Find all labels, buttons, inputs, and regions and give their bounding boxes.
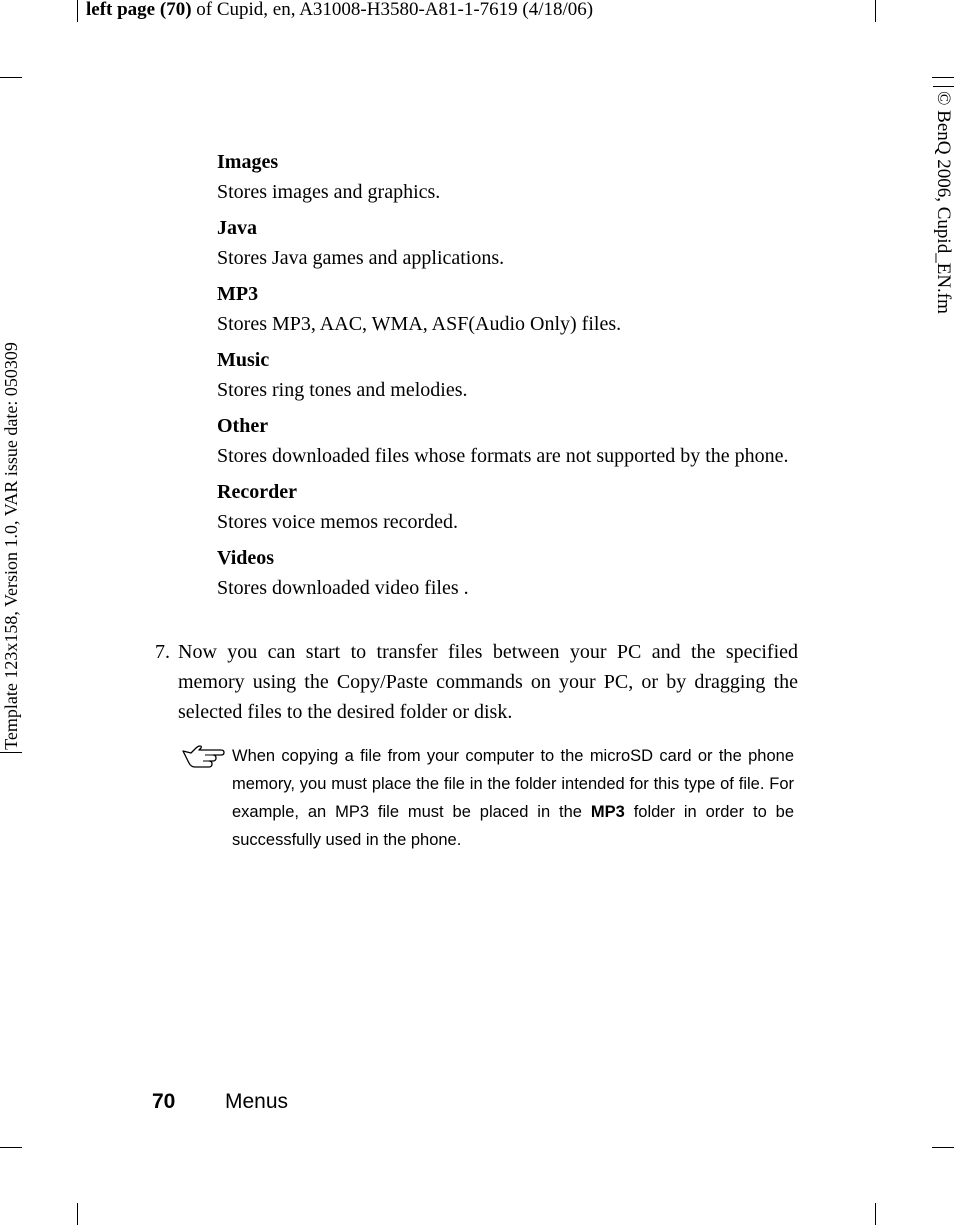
- list-item: [217, 147, 798, 207]
- note-text-before: When copying a file from your computer to the microSD card or the phone memory, you must place the file in the folder intended for this type of file. For example, an MP3 file must be placed in the: [232, 747, 794, 821]
- note-text: [232, 742, 794, 854]
- folder-description: Stores downloaded files whose formats are not supported by the phone.: [217, 445, 789, 467]
- folder-list: [217, 147, 798, 609]
- side-copyright-text: [932, 86, 954, 314]
- crop-mark: [875, 1203, 876, 1225]
- folder-title: Music: [217, 349, 270, 371]
- side-template-text: [0, 0, 22, 1160]
- crop-mark: [932, 77, 954, 78]
- step-text: Now you can start to transfer files between your PC and the specified memory using the Copy/Paste commands on your PC, or by dragging the selected files to the desired folder or disk.: [178, 641, 798, 723]
- list-item: [217, 279, 798, 339]
- folder-description: Stores voice memos recorded.: [217, 511, 459, 533]
- crop-mark: [77, 0, 78, 22]
- list-item: [217, 213, 798, 273]
- side-right-text: © BenQ 2006, Cupid_EN.fm: [933, 86, 954, 314]
- section-label: Menus: [225, 1090, 289, 1113]
- list-item: [217, 411, 798, 471]
- folder-title: Recorder: [217, 481, 297, 503]
- folder-description: Stores downloaded video files .: [217, 577, 469, 599]
- folder-title: MP3: [217, 283, 259, 305]
- crop-mark: [875, 0, 876, 22]
- crop-mark: [932, 1147, 954, 1148]
- list-item: [217, 345, 798, 405]
- side-left-text: Template 123x158, Version 1.0, VAR issue date: 050309: [0, 342, 22, 753]
- folder-description: Stores Java games and applications.: [217, 247, 505, 269]
- folder-title: Other: [217, 415, 269, 437]
- header-rest: of Cupid, en, A31008-H3580-A81-1-7619 (4/18/06): [191, 0, 594, 20]
- note-bold: MP3: [590, 803, 625, 821]
- folder-title: Images: [217, 151, 279, 173]
- list-item: [217, 543, 798, 603]
- step-number: 7.: [155, 641, 170, 663]
- page-header: [86, 0, 593, 20]
- crop-mark: [77, 1203, 78, 1225]
- list-item: [217, 477, 798, 537]
- note-text-after: folder in order to be successfully used in the phone.: [232, 803, 795, 849]
- folder-description: Stores images and graphics.: [217, 181, 441, 203]
- header-prefix: left page (70): [86, 0, 192, 20]
- step-7: [155, 637, 798, 727]
- page-number: 70: [152, 1090, 176, 1113]
- folder-description: Stores MP3, AAC, WMA, ASF(Audio Only) files.: [217, 313, 622, 335]
- pointing-hand-icon: [181, 745, 225, 769]
- folder-title: Videos: [217, 547, 275, 569]
- folder-description: Stores ring tones and melodies.: [217, 379, 468, 401]
- folder-title: Java: [217, 217, 257, 239]
